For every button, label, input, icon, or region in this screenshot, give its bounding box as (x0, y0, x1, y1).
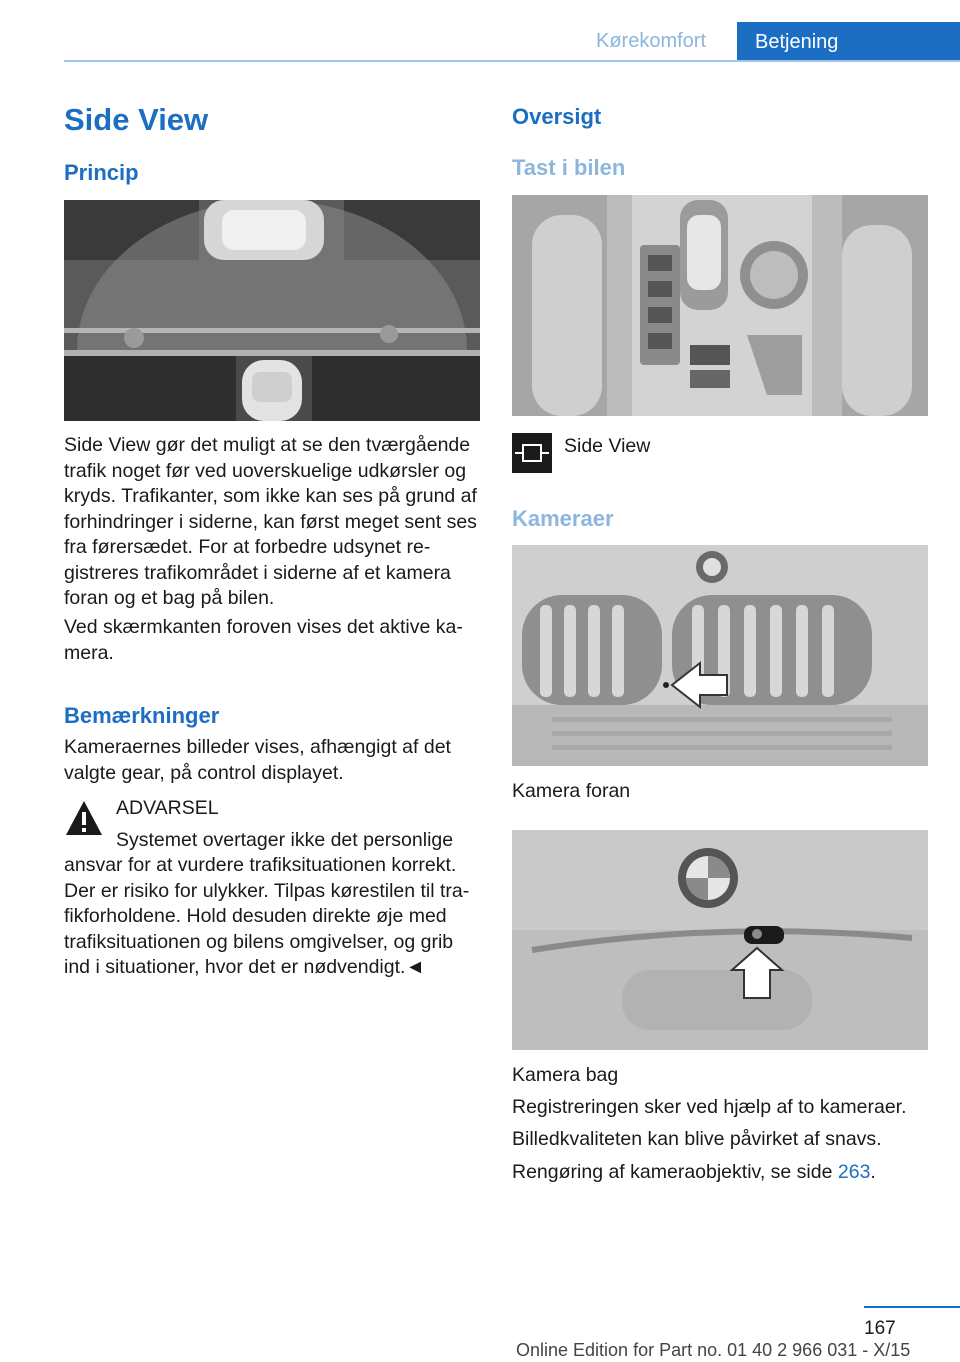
front-camera-photo-art (512, 545, 928, 766)
header-chapter-tab (737, 22, 960, 62)
page-number: 167 (864, 1318, 896, 1339)
warning-label: ADVARSEL (116, 797, 219, 819)
warning-text (64, 853, 480, 981)
rear-camera-caption: Kamera bag (512, 1064, 619, 1086)
warning-triangle-icon (64, 799, 104, 837)
overview-heading: Oversigt (512, 104, 602, 129)
principle-heading: Princip (64, 160, 139, 185)
principle-text: Side View gør det muligt at se den tværgående trafik noget før ved uoverskuelige udkørsler og kryds. Trafikanter, som ikke kan ses på grund af forhindringer i siderne, kan først meget sent ses fra førersædet. For at forbedre udsynet registreres trafikområdet i siderne af et kamera foran og et bag på bilen. (64, 434, 477, 609)
warning-text-body: ansvar for at vurdere trafiksituationen korrekt. Der er risiko for ulykker. Tilpas kørestilen til trafikforholdene. Hold desuden direkte øje med trafiksituationen og bilens omgivelser, og grib ind i situationer, hvor det er nødvendigt. (64, 854, 470, 978)
notes-text: Kameraernes billeder vises, afhængigt af det valgte gear, på control displayet. (64, 736, 451, 784)
footer-rule (864, 1306, 960, 1308)
camera-text: Ved skærmkanten foroven vises det aktive kamera. (64, 616, 463, 664)
page-header (0, 0, 960, 62)
console-button-photo (512, 195, 928, 416)
front-camera-photo (512, 545, 928, 766)
cleaning-reference-end: . (870, 1161, 876, 1183)
page-263-link[interactable]: 263 (837, 1161, 871, 1183)
warning-first-line: Systemet overtager ikke det personlige (116, 829, 454, 851)
header-section: Kørekomfort (596, 30, 707, 52)
footer-edition: Online Edition for Part no. 01 40 2 966 031 - X/15 (516, 1340, 911, 1360)
notes-heading: Bemærkninger (64, 703, 220, 728)
cameras-heading: Kameraer (512, 506, 614, 531)
side-view-diagram (64, 200, 480, 421)
header-rule (64, 60, 960, 62)
side-view-diagram-art (64, 200, 480, 421)
side-view-button-icon (512, 433, 552, 473)
button-heading: Tast i bilen (512, 155, 626, 180)
cameras-paragraph-2: Billedkvaliteten kan blive påvirket af snavs. (512, 1128, 882, 1150)
console-button-photo-art (512, 195, 928, 416)
side-view-button-label: Side View (564, 435, 651, 457)
rear-camera-photo-art (512, 830, 928, 1050)
page-title: Side View (64, 102, 209, 137)
rear-camera-photo (512, 830, 928, 1050)
cameras-paragraph-3 (512, 1160, 928, 1186)
front-camera-caption: Kamera foran (512, 780, 631, 802)
end-mark: ◄ (405, 956, 425, 978)
header-chapter-label: Betjening (755, 31, 839, 53)
cameras-paragraph-1: Registreringen sker ved hjælp af to kameraer. (512, 1096, 907, 1118)
cleaning-reference-text: Rengøring af kameraobjektiv, se side (512, 1161, 838, 1183)
